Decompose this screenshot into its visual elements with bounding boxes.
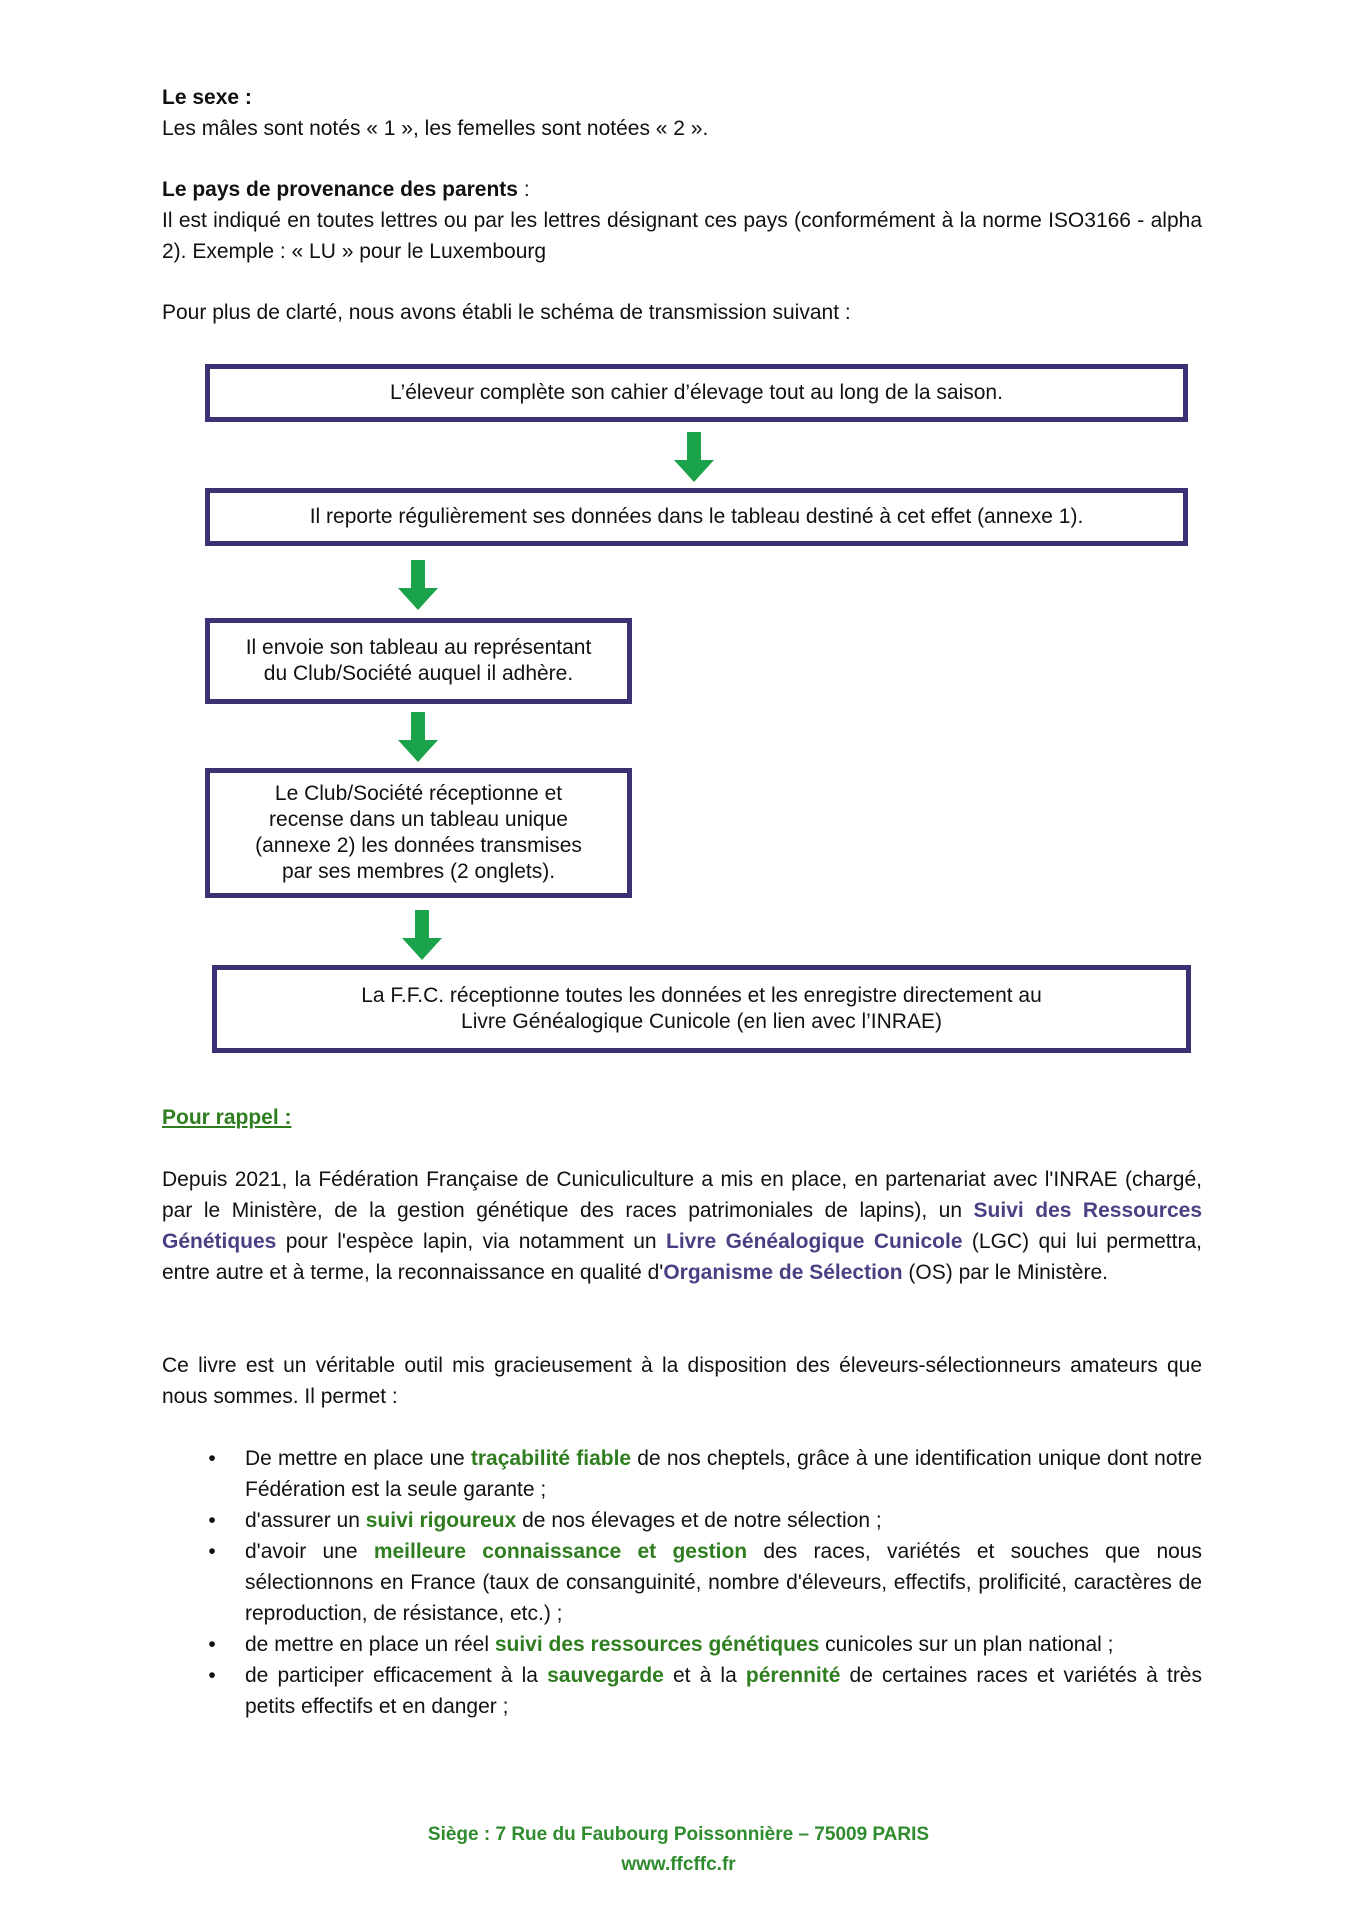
highlight-connaissance-gestion: meilleure connaissance et gestion xyxy=(373,1540,748,1563)
bullet-icon: • xyxy=(208,1540,216,1563)
down-arrow-icon xyxy=(402,910,442,960)
list-item-text: de participer efficacement à la xyxy=(245,1664,548,1687)
benefits-list xyxy=(162,1443,1202,1722)
down-arrow-icon xyxy=(398,560,438,610)
footer-address: Siège : 7 Rue du Faubourg Poissonnière – 75009 PARIS xyxy=(427,1824,930,1845)
flowchart-step-2 xyxy=(205,488,1188,546)
list-item-text: cunicoles sur un plan national ; xyxy=(819,1633,1114,1656)
highlight-sauvegarde: sauvegarde xyxy=(547,1664,664,1687)
rappel-p1-part: pour l'espèce lapin, via notamment un xyxy=(276,1230,666,1253)
flowchart-step-5 xyxy=(212,965,1191,1053)
bullet-icon: • xyxy=(208,1633,216,1656)
flowchart-step-3 xyxy=(205,618,632,704)
rappel-paragraph-1 xyxy=(162,1164,1202,1288)
list-item-text: De mettre en place une xyxy=(245,1447,471,1470)
list-item xyxy=(162,1629,1202,1660)
list-item xyxy=(162,1536,1202,1629)
section-pays xyxy=(162,174,1202,267)
down-arrow-icon xyxy=(398,712,438,762)
flowchart-step-2-text: Il reporte régulièrement ses données dans le tableau destiné à cet effet (annexe 1). xyxy=(309,505,1084,528)
list-item-text: d'avoir une xyxy=(245,1540,374,1563)
down-arrow-icon xyxy=(674,432,714,482)
footer-website[interactable]: www.ffcffc.fr xyxy=(621,1854,736,1875)
bullet-icon: • xyxy=(208,1509,216,1532)
list-item xyxy=(162,1505,1202,1536)
bullet-icon: • xyxy=(208,1664,216,1687)
list-item-text: de certaines races et variétés à très petits effectifs et en danger ; xyxy=(245,1664,1202,1718)
rappel-p1-part: (LGC) qui lui permettra, entre autre et à terme, la reconnaissance en qualité d' xyxy=(162,1230,1202,1284)
highlight-suivi-rigoureux: suivi rigoureux xyxy=(365,1509,517,1532)
pays-label: Le pays de provenance des parents xyxy=(162,178,518,201)
list-item-text: de nos cheptels, grâce à une identification unique dont notre Fédération est la seule garante ; xyxy=(245,1447,1203,1501)
highlight-organisme-selection: Organisme de Sélection xyxy=(663,1261,903,1284)
rappel-p1-part: Depuis 2021, la Fédération Française de Cuniculiculture a mis en place, en partenariat avec l'INRAE (chargé, par le Ministère, de la gestion génétique des races patrimoniales de lapins), un xyxy=(162,1168,1202,1222)
highlight-tracabilite: traçabilité fiable xyxy=(470,1447,632,1470)
list-item xyxy=(162,1443,1202,1505)
highlight-perennite: pérennité xyxy=(745,1664,841,1687)
rappel-p1-part: (OS) par le Ministère. xyxy=(902,1261,1108,1284)
rappel-title: Pour rappel : xyxy=(162,1106,292,1129)
flowchart-step-3-text: Il envoie son tableau au représentant du Club/Société auquel il adhère. xyxy=(245,636,592,685)
list-item-text: et à la xyxy=(663,1664,746,1687)
highlight-ressources-genetiques: suivi des ressources génétiques xyxy=(494,1633,820,1656)
section-sexe xyxy=(162,82,1202,144)
rappel-paragraph-2: Ce livre est un véritable outil mis gracieusement à la disposition des éleveurs-sélectionneurs amateurs que nous sommes. Il permet : xyxy=(162,1354,1202,1408)
list-item-text: de nos élevages et de notre sélection ; xyxy=(516,1509,882,1532)
highlight-suivi-ressources: Suivi des Ressources Génétiques xyxy=(162,1199,1203,1253)
flowchart-step-1-text: L’éleveur complète son cahier d’élevage tout au long de la saison. xyxy=(390,381,1003,404)
list-item-text: des races, variétés et souches que nous sélectionnons en France (taux de consanguinité, nombre d'éleveurs, effectifs, prolificité, caractères de reproduction, de résistance, etc.) ; xyxy=(245,1540,1202,1625)
rappel-heading xyxy=(162,1102,1202,1133)
bullet-icon: • xyxy=(208,1447,216,1470)
flowchart-step-5-text: La F.F.C. réceptionne toutes les données et les enregistre directement au Livre Généalogique Cunicole (en lien avec l’INRAE) xyxy=(361,984,1042,1033)
flowchart-step-4 xyxy=(205,768,632,898)
sexe-text: Les mâles sont notés « 1 », les femelles sont notées « 2 ». xyxy=(162,117,709,140)
list-item-text: de mettre en place un réel xyxy=(245,1633,495,1656)
schema-intro: Pour plus de clarté, nous avons établi le schéma de transmission suivant : xyxy=(162,301,851,324)
list-item-text: d'assurer un xyxy=(245,1509,366,1532)
flowchart-step-1 xyxy=(205,364,1188,422)
pays-label-suffix: : xyxy=(517,178,530,201)
flowchart-step-4-text: Le Club/Société réceptionne et recense dans un tableau unique (annexe 2) les données transmises par ses membres (2 onglets). xyxy=(255,782,582,883)
list-item xyxy=(162,1660,1202,1722)
sexe-label: Le sexe : xyxy=(162,86,252,109)
highlight-livre-genealogique: Livre Généalogique Cunicole xyxy=(666,1230,963,1253)
pays-text: Il est indiqué en toutes lettres ou par les lettres désignant ces pays (conformément à la norme ISO3166 - alpha 2). Exemple : « LU » pour le Luxembourg xyxy=(162,209,1202,263)
